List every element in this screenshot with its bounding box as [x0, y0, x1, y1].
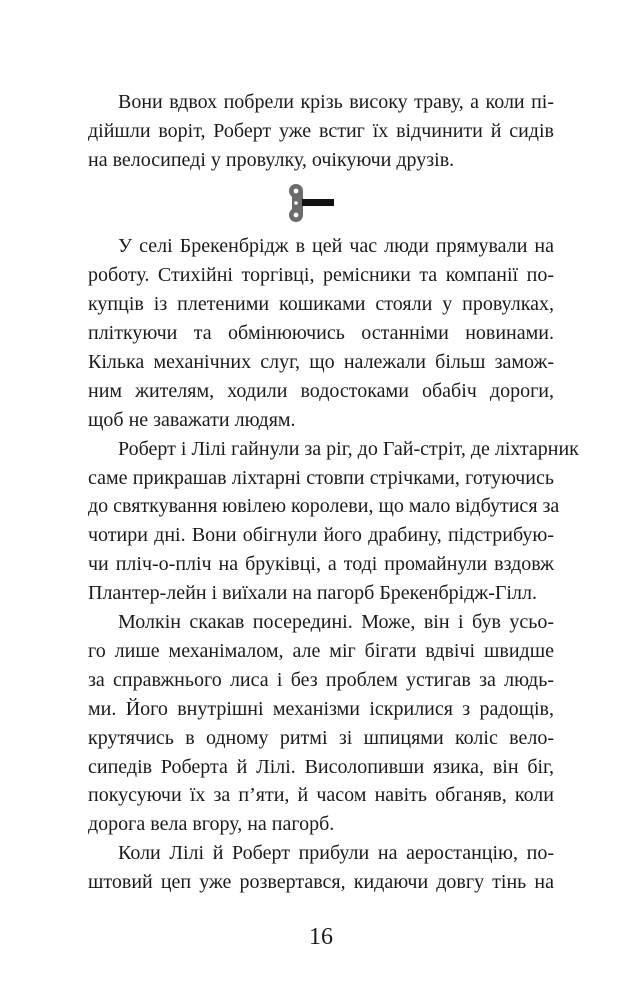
page-number: 16 [309, 924, 333, 950]
text-line: за справжнього лиса і без проблем устигав за людь- [88, 668, 554, 691]
wind-up-key-icon [88, 175, 554, 233]
text-line: го лише механімалом, але міг бігати вдвічі швидше [88, 639, 554, 662]
text-line: щоб не заважати людям. [88, 408, 296, 431]
text-line: Молкін скакав посередині. Може, він і був усьо- [118, 611, 554, 634]
text-line: роботу. Стихійні торгівці, ремісники та компанії по- [88, 264, 554, 287]
text-line: ним жителям, ходили водостоками обабіч дороги, [88, 379, 554, 402]
text-line: ми. Його внутрішні механізми іскрилися з радощів, [88, 697, 554, 720]
text-line: на велосипеді у провулку, очікуючи друзів. [88, 148, 455, 171]
text-line: дорога вела вгору, на пагорб. [88, 813, 335, 836]
text-line: дійшли воріт, Роберт уже встиг їх відчинити й сидів [88, 119, 554, 142]
paragraph [88, 608, 554, 839]
paragraph [88, 88, 554, 175]
text-line: крутячись в одному ритмі зі шпицями коліс вело- [88, 726, 554, 749]
text-line: чи пліч-о-пліч на бруківці, а тоді промайнули вздовж [88, 553, 554, 576]
text-line: сипедів Роберта й Лілі. Висолопивши язика, він біг, [88, 755, 554, 778]
text-line: саме прикрашав ліхтарні стовпи стрічками, готуючись [88, 466, 554, 489]
text-line: Коли Лілі й Роберт прибули на аеростанцію, по- [118, 842, 554, 865]
text-line: пліткуючи та обмінюючись останніми новинами. [88, 322, 554, 345]
text-line: купців із плетеними кошиками стояли у провулках, [88, 293, 554, 316]
text-line: до святкування ювілею королеви, що мало відбутися за [88, 495, 560, 518]
text-line: покусуючи їх за п’яти, й часом навіть обганяв, коли [88, 784, 554, 807]
text-line: Плантер-лейн і виїхали на пагорб Брекенбрідж-Гілл. [88, 582, 537, 605]
text-line: Кілька механічних слуг, що належали більш замож- [88, 351, 554, 374]
page-body [88, 88, 579, 897]
text-line: Вони вдвох побрели крізь високу траву, а коли пі- [118, 91, 554, 113]
paragraph [88, 839, 554, 897]
text-line: штовий цеп уже розвертався, кидаючи довгу тінь на [88, 871, 554, 894]
paragraph [88, 435, 579, 608]
text-line: чотири дні. Вони обігнули його драбину, підстрибую- [88, 524, 554, 547]
text-line: У селі Брекенбрідж в цей час люди прямували на [118, 235, 554, 258]
text-line: Роберт і Лілі гайнули за ріг, до Гай-стріт, де ліхтарник [118, 437, 579, 460]
paragraph [88, 232, 554, 434]
